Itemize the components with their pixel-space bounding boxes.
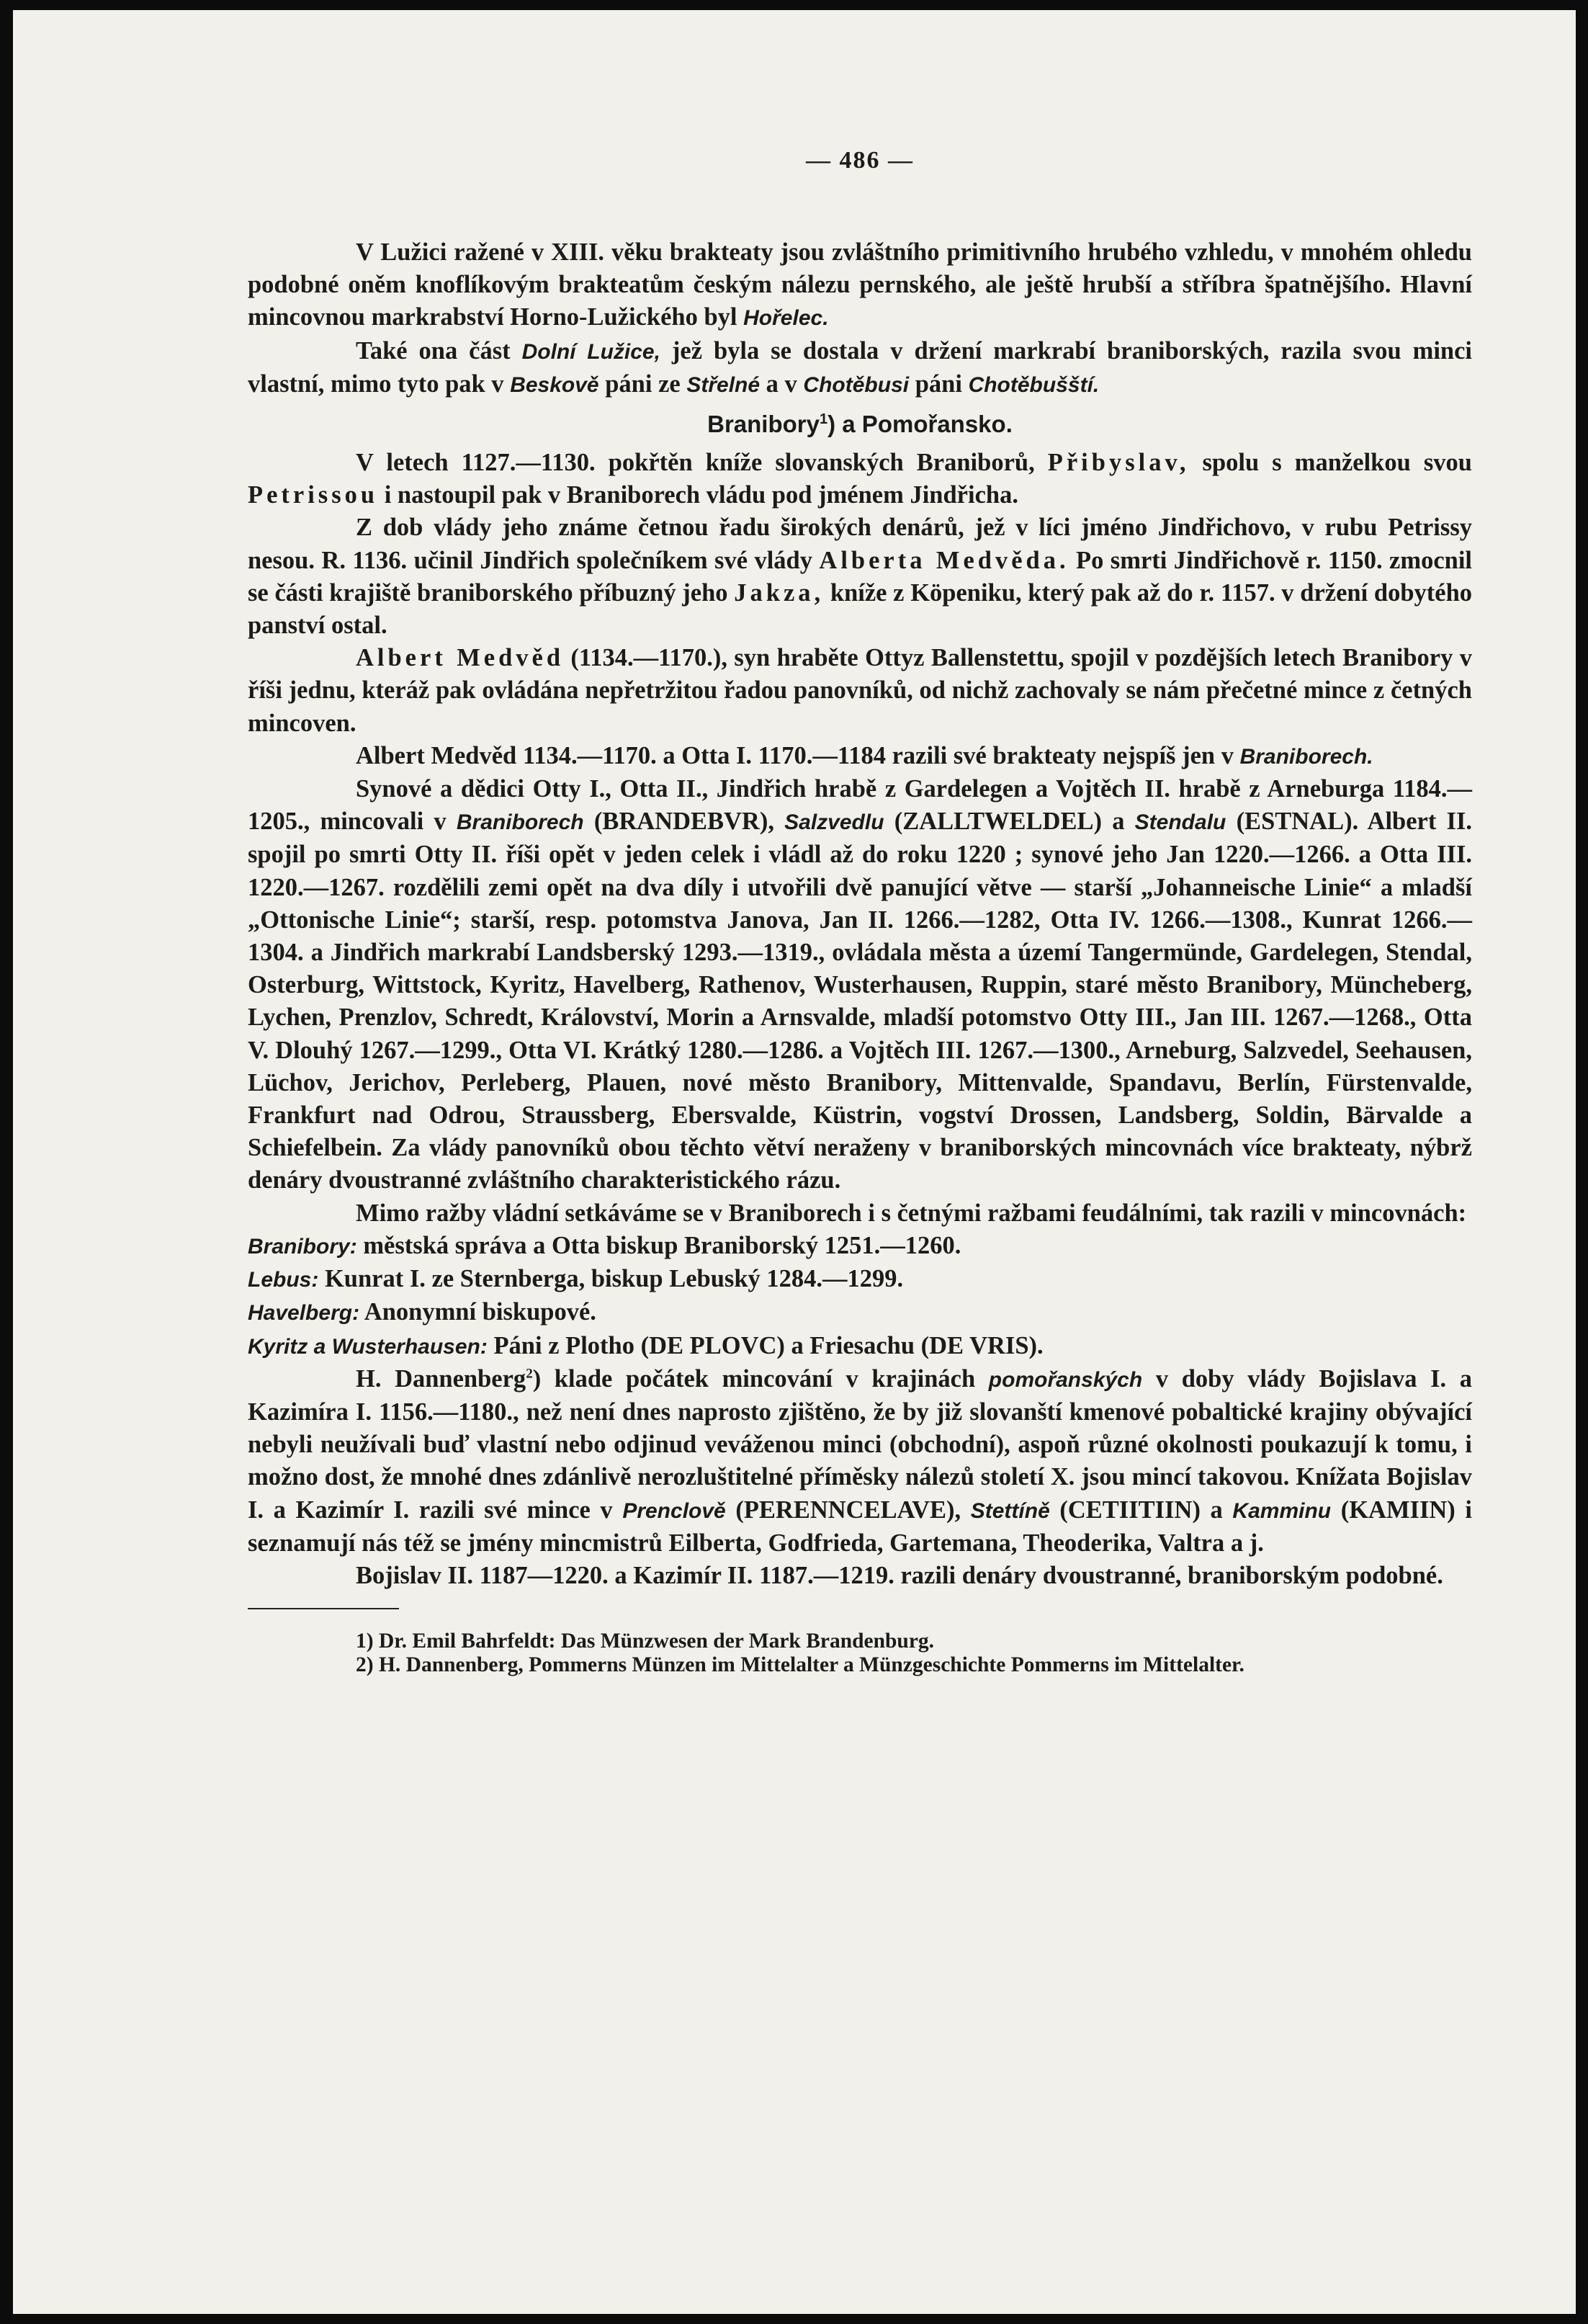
- mint-entry: [248, 1296, 1472, 1329]
- place-name: Chotěbušští.: [968, 372, 1100, 397]
- place-name: Stettíně: [970, 1498, 1050, 1523]
- text-run: (KAMIIN) i seznamují nás též se jmény mincmistrů Eilberta, Godfrieda, Gartemana, Theoderika, Valtra a j.: [248, 1496, 1472, 1557]
- place-name: pomořanských: [988, 1367, 1143, 1392]
- text-run: (1134.—1170.), syn hraběte Ottyz Ballenstettu, spojil v pozdějších letech Branibory v říši jednu, kteráž pak ovládána nepřetržitou řadou panovníků, od nichž zachovaly se nám přečetné mince z četných mincoven.: [248, 644, 1472, 737]
- text-run: V Lužici ražené v XIII. věku brakteaty jsou zvláštního primitivního hrubého vzhledu, v mnohém ohledu podobné oněm knoflíkovým brakteatům českým nálezu pernského, ale ještě hrubší a stříbra špatnějšího. Hlavní mincovnou markrabství Horno-Lužického byl: [248, 238, 1472, 331]
- mint-text: Anonymní biskupové.: [359, 1298, 596, 1326]
- spaced-name: Albert Medvěd: [356, 644, 565, 672]
- mint-entry: [248, 1230, 1472, 1263]
- paragraph: [248, 236, 1472, 335]
- footnote-ref: 1: [820, 411, 828, 428]
- text-run: Z dob vlády jeho známe četnou řadu širokých denárů, jež v líci jméno Jindřichovo, v rubu Petrissy nesou. R. 1136. učinil Jindřich společníkem své vlády: [248, 514, 1472, 574]
- mint-place: Havelberg:: [248, 1301, 360, 1326]
- page-number: — 486 —: [806, 147, 914, 174]
- spaced-name: Jakza,: [734, 578, 825, 607]
- mint-text: Kunrat I. ze Sternberga, biskup Lebuský 1284.—1299.: [318, 1265, 904, 1293]
- text-run: Synové a dědici Otty I., Otta II., Jindřich hrabě z Gardelegen a Vojtěch II. hrabě z Arneburga 1184.—1205., mincovali v: [248, 775, 1472, 836]
- footnote-ref: 2: [526, 1366, 533, 1382]
- text-run: (PERENNCELAVE),: [725, 1496, 971, 1524]
- text-run: H. Dannenberg: [356, 1364, 526, 1393]
- place-name: Chotěbusi: [803, 372, 910, 397]
- place-name: Salzvedlu: [784, 810, 884, 835]
- paragraph: [248, 447, 1472, 511]
- text-run: kníže z Köpeniku, který pak až do r. 1157. v držení dobytého panství ostal.: [248, 578, 1473, 640]
- text-run: i nastoupil pak v Braniborech vládu pod jménem Jindřicha.: [378, 481, 1018, 509]
- text-run: a v: [760, 370, 804, 398]
- heading-text: Branibory: [707, 411, 820, 438]
- mint-place: Branibory:: [248, 1234, 357, 1259]
- text-run: V letech 1127.—1130. pokřtěn kníže slovanských Braniborů,: [356, 449, 1048, 477]
- mint-place: Lebus:: [248, 1268, 319, 1292]
- place-name: Braniborech.: [1239, 744, 1373, 769]
- paragraph: [248, 773, 1472, 1197]
- mint-text: městská správa a Otta biskup Braniborský 1251.—1260.: [356, 1231, 961, 1259]
- footnotes: [248, 1630, 1472, 1677]
- text-run: spolu s manželkou svou: [1189, 449, 1472, 477]
- paragraph: [248, 1363, 1472, 1560]
- text-run: Také ona část: [356, 336, 522, 365]
- text-run: Albert Medvěd 1134.—1170. a Otta I. 1170.—1184 razili své brakteaty nejspíš jen v: [356, 741, 1240, 769]
- text-run: (ESTNAL). Albert II. spojil po smrti Otty II. říši opět v jeden celek i vládl až do roku 1220 ; synové jeho Jan 1220.—1266. a Otta III. 1220.—1267. rozdělili zemi opět na dva díly i utvořili dvě panující větve — starší „Johanneische Linie“ a mladší „Ottonische Linie“; starší, resp. potomstva Janova, Jan II. 1266.—1282, Otta IV. 1266.—1308., Kunrat 1266.—1304. a Jindřich markrabí Landsberský 1293.—1319., ovládala města a území Tangermünde, Gardelegen, Stendal, Osterburg, Wittstock, Kyritz, Havelberg, Rathenov, Wusterhausen, Ruppin, staré město Branibory, Müncheberg, Lychen, Prenzlov, Schredt, Království, Morin a Arnsvalde, mladší potomstvo Otty III., Jan III. 1267.—1268., Otta V. Dlouhý 1267.—1299., Otta VI. Krátký 1280.—1286. a Vojtěch III. 1267.—1300., Arneburg, Salzvedel, Seehausen, Lüchov, Jerichov, Perleberg, Plauen, nové město Branibory, Mittenvalde, Spandavu, Berlín, Fürstenvalde, Frankfurt nad Odrou, Straussberg, Ebersvalde, Küstrin, vogství Drossen, Landsberg, Soldin, Bärvalde a Schiefelbein. Za vlády panovníků obou těchto větví neraženy v braniborských mincovnách více brakteaty, nýbrž denáry dvoustranné zvláštního charakteristického rázu.: [248, 808, 1473, 1194]
- spaced-name: Alberta Medvěda.: [819, 546, 1069, 574]
- text-column: [248, 147, 1472, 1677]
- scan-edge: [1576, 0, 1588, 2324]
- spaced-name: Přibyslav,: [1047, 449, 1190, 477]
- mint-text: Páni z Plotho (DE PLOVC) a Friesachu (DE VRIS).: [487, 1331, 1044, 1359]
- text-run: ) klade počátek mincování v krajinách: [532, 1364, 989, 1393]
- text-run: v doby vlády Bojislava I. a Kazimíra I. 1156.—1180., než není dnes naprosto zjištěno, že by již slovanští kmenové pobaltické krajiny obývající nebyli neužívali buď vlastní nebo odjinud veváženou minci (obchodní), aspoň různé okolnosti poukazují k tomu, i možno dost, že mnohé dnes zdánlivě nerozluštitelné příměsky nálezů století X. jsou mincí takovou. Knížata Bojislav I. a Kazimír I. razili své mince v: [248, 1364, 1472, 1524]
- paragraph: [248, 511, 1472, 642]
- text-run: páni ze: [598, 370, 687, 398]
- paragraph: Mimo ražby vládní setkáváme se v Braniborech i s četnými ražbami feudálními, tak razili v mincovnách:: [356, 1199, 1467, 1227]
- paragraph: [248, 335, 1472, 401]
- section-heading: [248, 406, 1472, 443]
- text-run: Po smrti Jindřichově r. 1150. zmocnil se části krajiště braniborského příbuzný jeho: [248, 546, 1472, 607]
- heading-text: ) a Pomořansko.: [827, 411, 1013, 438]
- text-run: (CETIITIIN) a: [1049, 1496, 1233, 1524]
- spaced-name: Petrissou: [248, 481, 379, 509]
- place-name: Kamminu: [1232, 1498, 1332, 1523]
- document-page: [13, 10, 1577, 2314]
- place-name: Stendalu: [1134, 810, 1226, 835]
- place-name: Braniborech: [456, 810, 584, 835]
- footnote: 2) H. Dannenberg, Pommerns Münzen im Mittelalter a Münzgeschichte Pommerns im Mittelalter.: [356, 1653, 1244, 1677]
- footnote: 1) Dr. Emil Bahrfeldt: Das Münzwesen der Mark Brandenburg.: [356, 1630, 935, 1653]
- mint-entry: [248, 1330, 1472, 1363]
- place-name: Prenclově: [622, 1498, 726, 1523]
- footnote-divider: [248, 1608, 399, 1609]
- place-name: Střelné: [686, 372, 761, 397]
- mint-entry: [248, 1263, 1472, 1296]
- text-run: jež byla se dostala v držení markrabí braniborských, razila svou minci vlastní, mimo tyto pak v: [248, 336, 1472, 398]
- body-text: [248, 236, 1472, 1592]
- place-name: Dolní Lužice,: [521, 339, 660, 364]
- text-run: páni: [909, 370, 969, 398]
- text-run: (BRANDEBVR),: [583, 808, 785, 836]
- paragraph: [248, 642, 1472, 740]
- paragraph: [248, 740, 1472, 773]
- place-name: Hořelec.: [743, 306, 829, 331]
- text-run: (ZALLTWELDEL) a: [884, 808, 1135, 836]
- mint-place: Kyritz a Wusterhausen:: [248, 1334, 488, 1359]
- paragraph: Bojislav II. 1187—1220. a Kazimír II. 1187.—1219. razili denáry dvoustranné, braniborským podobné.: [356, 1561, 1443, 1589]
- place-name: Beskově: [510, 372, 599, 397]
